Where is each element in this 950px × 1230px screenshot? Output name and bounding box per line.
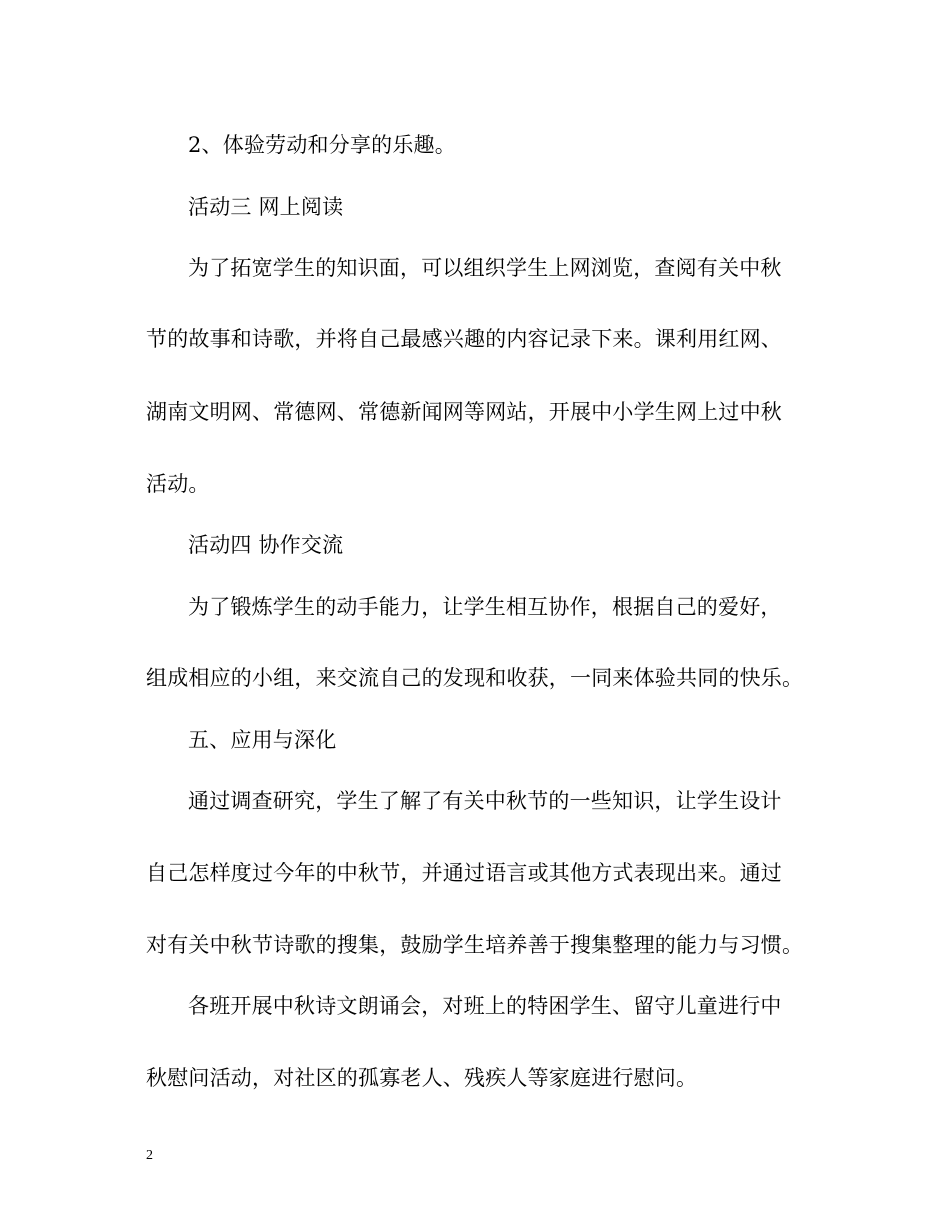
section-heading: 五、应用与深化 bbox=[188, 728, 337, 752]
paragraph-line: 组成相应的小组，来交流自己的发现和收获，一同来体验共同的快乐。 bbox=[146, 666, 804, 690]
paragraph-line: 为了拓宽学生的知识面，可以组织学生上网浏览，查阅有关中秋 bbox=[188, 256, 782, 280]
paragraph-line: 节的故事和诗歌，并将自己最感兴趣的内容记录下来。课利用红网、 bbox=[146, 327, 782, 351]
paragraph-line: 活动。 bbox=[146, 472, 210, 496]
paragraph-line: 为了锻炼学生的动手能力，让学生相互协作，根据自己的爱好， bbox=[188, 595, 782, 619]
paragraph-line: 2、体验劳动和分享的乐趣。 bbox=[188, 133, 456, 157]
paragraph-line: 对有关中秋节诗歌的搜集，鼓励学生培养善于搜集整理的能力与习惯。 bbox=[146, 933, 804, 957]
section-heading: 活动四 协作交流 bbox=[188, 533, 344, 557]
paragraph-line: 湖南文明网、常德网、常德新闻网等网站，开展中小学生网上过中秋 bbox=[146, 400, 782, 424]
paragraph-line: 通过调查研究，学生了解了有关中秋节的一些知识，让学生设计 bbox=[188, 789, 782, 813]
page-number: 2 bbox=[146, 1148, 153, 1163]
paragraph-line: 自己怎样度过今年的中秋节，并通过语言或其他方式表现出来。通过 bbox=[146, 861, 782, 885]
paragraph-line: 各班开展中秋诗文朗诵会，对班上的特困学生、留守儿童进行中 bbox=[188, 994, 782, 1018]
paragraph-line: 秋慰问活动，对社区的孤寡老人、残疾人等家庭进行慰问。 bbox=[146, 1066, 698, 1090]
section-heading: 活动三 网上阅读 bbox=[188, 195, 344, 219]
